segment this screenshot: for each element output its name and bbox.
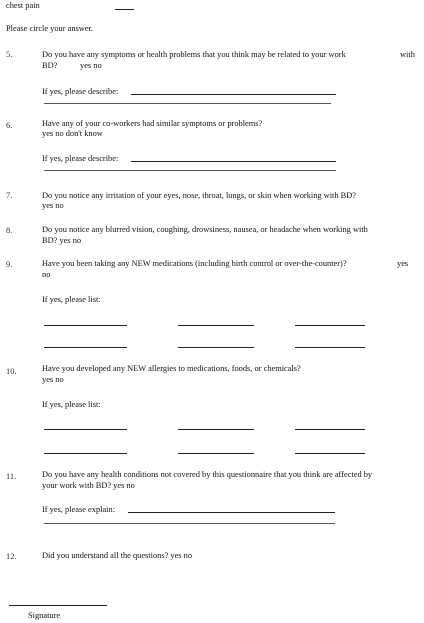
question-7-answers[interactable]: yes no	[42, 201, 64, 210]
question-5-describe-line-2[interactable]	[44, 103, 331, 104]
question-7-number: 7.	[6, 191, 13, 200]
question-11-explain-line-1[interactable]	[128, 512, 335, 513]
question-11-explain-line-2[interactable]	[44, 523, 335, 524]
question-7-text-1: Do you notice any irritation of your eyes, nose, throat, lungs, or skin when working with BD?	[42, 191, 357, 200]
question-9-answer-yes[interactable]: yes	[397, 259, 409, 268]
question-11-number: 11.	[6, 472, 17, 481]
signature-label: Signature	[28, 611, 61, 620]
question-9-list-label: If yes, please list:	[42, 295, 101, 304]
signature-line[interactable]	[9, 605, 107, 606]
question-10-list-label: If yes, please list:	[42, 400, 101, 409]
question-9-list-line[interactable]	[295, 325, 365, 326]
question-10-text-1: Have you developed any NEW allergies to medications, foods, or chemicals?	[42, 364, 301, 373]
question-8-text-1: Do you notice any blurred vision, coughing, drowsiness, nausea, or headache when working with	[42, 225, 368, 234]
question-5-text-2: BD?	[42, 61, 58, 70]
question-9-text-1: Have you been taking any NEW medications (including birth control or over-the-counter)?	[42, 259, 347, 268]
question-9-list-line[interactable]	[178, 347, 254, 348]
chest-pain-label: chest pain	[6, 1, 40, 10]
question-5-text-1: Do you have any symptoms or health problems that you think may be related to your work	[42, 50, 346, 59]
question-6-describe-line-2[interactable]	[44, 170, 336, 171]
question-5-answers[interactable]: yes no	[80, 61, 102, 70]
question-10-list-line[interactable]	[295, 429, 365, 430]
question-10-list-line[interactable]	[295, 453, 365, 454]
question-9-list-line[interactable]	[178, 325, 254, 326]
question-11-text-1: Do you have any health conditions not covered by this questionnaire that you think are affected by	[42, 470, 373, 479]
question-10-list-line[interactable]	[44, 429, 127, 430]
question-9-number: 9.	[6, 260, 13, 269]
question-6-describe-label: If yes, please describe:	[42, 154, 119, 163]
question-6-text-1: Have any of your co-workers had similar symptoms or problems?	[42, 119, 263, 128]
chest-pain-answer-line[interactable]	[115, 9, 134, 10]
question-5-number: 5.	[6, 50, 13, 59]
question-10-list-line[interactable]	[178, 429, 254, 430]
question-6-describe-line-1[interactable]	[131, 161, 336, 162]
question-8-number: 8.	[6, 226, 13, 235]
question-11-text-2[interactable]: your work with BD? yes no	[42, 481, 135, 490]
question-12-text-1[interactable]: Did you understand all the questions? yes no	[42, 551, 193, 560]
question-9-list-line[interactable]	[44, 347, 127, 348]
question-5-describe-label: If yes, please describe:	[42, 87, 119, 96]
instruction-text: Please circle your answer.	[6, 24, 93, 33]
question-6-answers[interactable]: yes no don't know	[42, 129, 103, 138]
question-8-text-2[interactable]: BD? yes no	[42, 236, 82, 245]
question-5-text-1b: with	[400, 50, 415, 59]
question-10-list-line[interactable]	[44, 453, 127, 454]
question-11-explain-label: If yes, please explain:	[42, 505, 116, 514]
question-10-number: 10.	[6, 367, 17, 376]
question-5-describe-line-1[interactable]	[131, 94, 336, 95]
question-9-list-line[interactable]	[295, 347, 365, 348]
question-9-list-line[interactable]	[44, 325, 127, 326]
question-10-list-line[interactable]	[178, 453, 254, 454]
question-10-answers[interactable]: yes no	[42, 375, 64, 384]
question-6-number: 6.	[6, 121, 13, 130]
question-12-number: 12.	[6, 552, 17, 561]
question-9-answer-no[interactable]: no	[42, 270, 51, 279]
